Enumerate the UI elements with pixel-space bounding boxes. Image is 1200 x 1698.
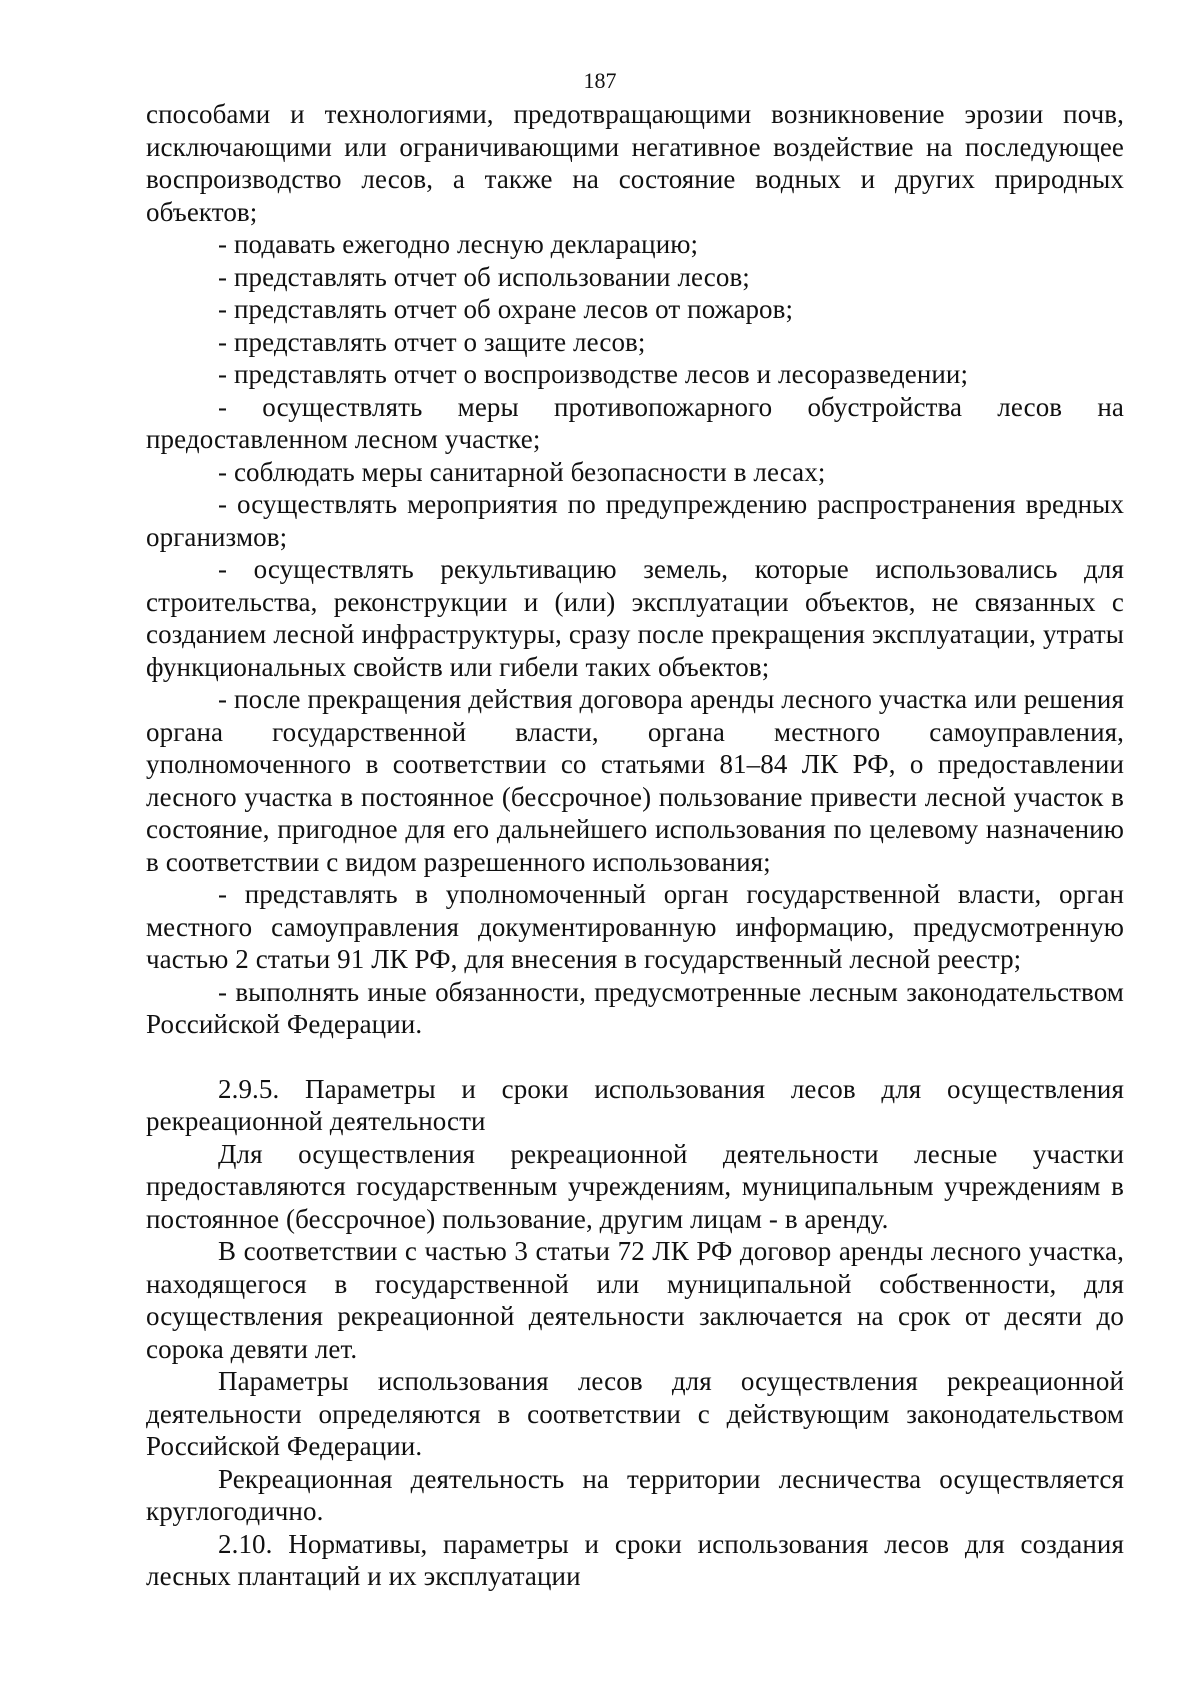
- page-body: [146, 98, 1124, 1593]
- duty-item-fire-report: - представлять отчет об охране лесов от пожаров;: [218, 294, 794, 324]
- section-spacer: [146, 1041, 1124, 1073]
- duty-item-fire-measures: - осуществлять меры противопожарного обустройства лесов на предоставленном лесном участке;: [146, 391, 1124, 454]
- page-number: 187: [583, 68, 617, 93]
- duty-item-restore-plot: - после прекращения действия договора аренды лесного участка или решения органа государственной власти, органа местного самоуправления, уполномоченного в соответствии со статьями 81–84 ЛК РФ, о предоставлении лесного участка в постоянное (бессрочное) пользование привести лесной участок в состояние, пригодное для его дальнейшего использования по целевому назначению в соответствии с видом разрешенного использования;: [146, 684, 1124, 877]
- duty-item-reproduction-report: - представлять отчет о воспроизводстве лесов и лесоразведении;: [218, 359, 969, 389]
- paragraph-continuation: способами и технологиями, предотвращающими возникновение эрозии почв, исключающими или ограничивающими негативное воздействие на последующее воспроизводство лесов, а также на состояние водных и других природных объектов;: [146, 99, 1124, 227]
- duty-item-protection-report: - представлять отчет о защите лесов;: [218, 326, 646, 357]
- duty-item-usage-report: - представлять отчет об использовании лесов;: [218, 261, 750, 292]
- duty-item-declaration: - подавать ежегодно лесную декларацию;: [218, 229, 699, 259]
- duty-item-sanitary: - соблюдать меры санитарной безопасности в лесах;: [218, 456, 826, 487]
- section-heading-2-9-5: 2.9.5. Параметры и сроки использования лесов для осуществления рекреационной деятельности: [146, 1073, 1124, 1136]
- paragraph-lease-term: В соответствии с частью 3 статьи 72 ЛК РФ договор аренды лесного участка, находящегося в государственной или муниципальной собственности, для осуществления рекреационной деятельности заключается на срок от десяти до сорока девяти лет.: [146, 1236, 1124, 1364]
- duty-item-recultivation: - осуществлять рекультивацию земель, которые использовались для строительства, реконструкции и (или) эксплуатации объектов, не связанных с созданием лесной инфраструктуры, сразу после прекращения эксплуатации, утраты функциональных свойств или гибели таких объектов;: [146, 554, 1124, 682]
- paragraph-parameters: Параметры использования лесов для осуществления рекреационной деятельности определяются в соответствии с действующим законодательством Российской Федерации.: [146, 1366, 1124, 1461]
- duty-item-other: - выполнять иные обязанности, предусмотренные лесным законодательством Российской Федерации.: [146, 976, 1124, 1039]
- paragraph-year-round: Рекреационная деятельность на территории лесничества осуществляется круглогодично.: [146, 1463, 1124, 1526]
- duty-item-pests: - осуществлять мероприятия по предупреждению распространения вредных организмов;: [146, 489, 1124, 552]
- paragraph-recreation-provision: Для осуществления рекреационной деятельности лесные участки предоставляются государственным учреждениям, муниципальным учреждениям в постоянное (бессрочное) пользование, другим лицам - в аренду.: [146, 1138, 1124, 1234]
- section-heading-2-10: 2.10. Нормативы, параметры и сроки использования лесов для создания лесных плантаций и их эксплуатации: [146, 1528, 1124, 1591]
- duty-item-registry-info: - представлять в уполномоченный орган государственной власти, орган местного самоуправления документированную информацию, предусмотренную частью 2 статьи 91 ЛК РФ, для внесения в государственный лесной реестр;: [146, 879, 1124, 974]
